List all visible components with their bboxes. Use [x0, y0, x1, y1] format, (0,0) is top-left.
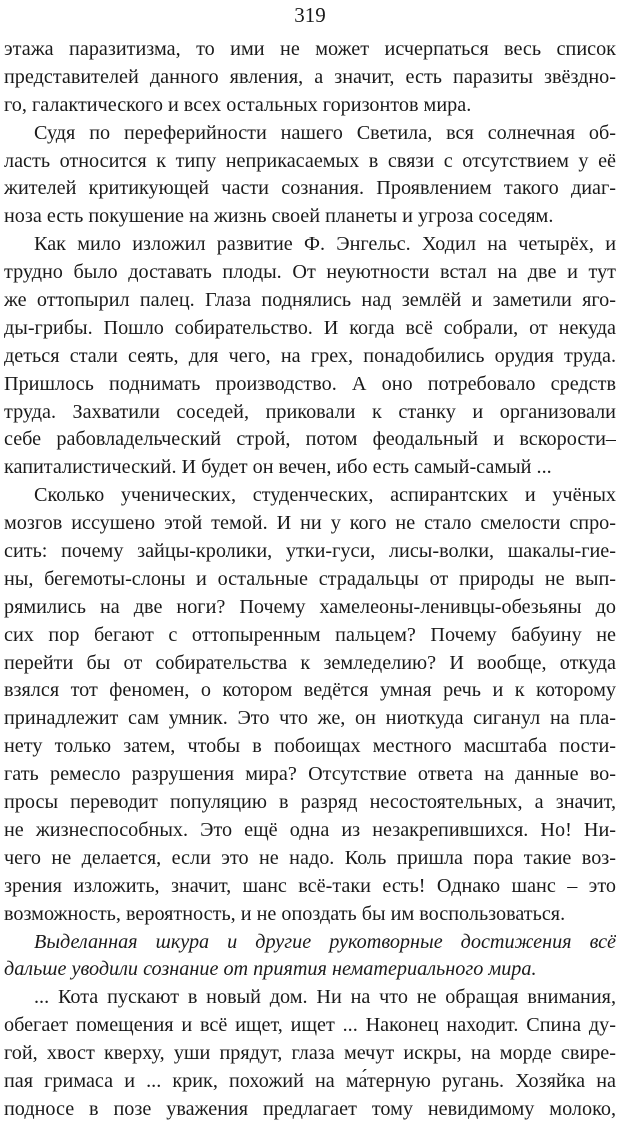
- text-line: себе рабовладельческий строй, потом феодальный и вскорости–: [4, 428, 616, 451]
- text-line: го, галактического и всех остальных горизонтов мира.: [4, 93, 472, 116]
- text-line: гой, хвост кверху, уши прядут, глаза мечут искры, на морде свире-: [4, 1042, 616, 1065]
- page-number: 319: [294, 3, 326, 27]
- text-line: нету только затем, чтобы в побоищах местного масштаба пости-: [4, 735, 616, 758]
- text-line: не жизнеспособных. Это ещё одна из незакрепившихся. Но! Ни-: [4, 818, 616, 841]
- text-line: взялся тот феномен, о котором ведётся умная речь и к которому: [4, 679, 616, 702]
- text-line: зрения изложить, значит, шанс всё-таки есть! Однако шанс – это: [4, 874, 616, 897]
- text-line: Сколько ученических, студенческих, аспирантских и учёных: [34, 484, 616, 507]
- text-line: принадлежит сам умник. Это что же, он ниоткуда сиганул на пла-: [4, 707, 616, 730]
- text-line: представителей данного явления, а значит, есть паразиты звёздно-: [4, 65, 616, 88]
- text-line: ны, бегемоты-слоны и остальные страдальцы от природы не вып-: [4, 567, 616, 590]
- text-line: пая гримаса и ... крик, похожий на ма́терную ругань. Хозяйка на: [4, 1069, 616, 1092]
- body-text: [4, 36, 616, 1124]
- text-line: жителей критикующей части сознания. Проявлением такого диаг-: [4, 177, 616, 200]
- text-line: перейти бы от собирательства к земледелию? И вообще, откуда: [4, 651, 616, 674]
- text-line: капиталистический. И будет он вечен, ибо есть самый-самый ...: [4, 456, 552, 479]
- text-line: ласть относится к типу неприкасаемых в связи с отсутствием у её: [4, 149, 616, 172]
- text-line: сих пор бегают с оттопыренным пальцем? Почему бабуину не: [4, 623, 616, 646]
- text-line: же оттопырил палец. Глаза поднялись над землёй и заметили яго-: [4, 289, 616, 312]
- text-line: чего не делается, если это не надо. Коль пришла пора такие воз-: [4, 846, 616, 869]
- text-line: гать ремесло разрушения мира? Отсутствие ответа на данные во-: [4, 763, 616, 786]
- text-line: Пришлось поднимать производство. А оно потребовало средств: [4, 372, 616, 395]
- text-line: ды-грибы. Пошло собирательство. И когда всё собрали, от некуда: [4, 316, 616, 339]
- text-line: мозгов иссушено этой темой. И ни у кого не стало смелости спро-: [4, 512, 616, 535]
- text-line: деться стали сеять, для чего, на грех, понадобились орудия труда.: [4, 344, 616, 367]
- text-line: этажа паразитизма, то ими не может исчерпаться весь список: [4, 38, 616, 60]
- text-line: просы переводит популяцию в разряд несостоятельных, а значит,: [4, 791, 616, 814]
- text-line: труда. Захватили соседей, приковали к станку и организовали: [4, 400, 616, 423]
- text-line: обегает помещения и всё ищет, ищет ... Наконец находит. Спина ду-: [4, 1014, 616, 1037]
- text-line: рямились на две ноги? Почему хамелеоны-ленивцы-обезьяны до: [4, 595, 616, 618]
- text-line: ноза есть покушение на жизнь своей планеты и угроза соседям.: [4, 205, 554, 228]
- text-line: Судя по переферийности нашего Светила, вся солнечная об-: [34, 121, 616, 144]
- text-line: Как мило изложил развитие Ф. Энгельс. Ходил на четырёх, и: [34, 233, 616, 256]
- text-line: сить: почему зайцы-кролики, утки-гуси, лисы-волки, шакалы-гие-: [4, 540, 616, 563]
- text-line: трудно было доставать плоды. От неуютности встал на две и тут: [4, 261, 616, 284]
- text-line: дальше уводили сознание от приятия нематериального мира.: [4, 958, 537, 981]
- text-line: подносе в позе уважения предлагает тому невидимому молоко,: [4, 1097, 616, 1120]
- text-line: Выделанная шкура и другие рукотворные достижения всё: [34, 930, 616, 953]
- text-line: возможность, вероятность, и не опоздать бы им воспользоваться.: [4, 902, 566, 925]
- text-line: ... Кота пускают в новый дом. Ни на что не обращая внимания,: [34, 986, 616, 1009]
